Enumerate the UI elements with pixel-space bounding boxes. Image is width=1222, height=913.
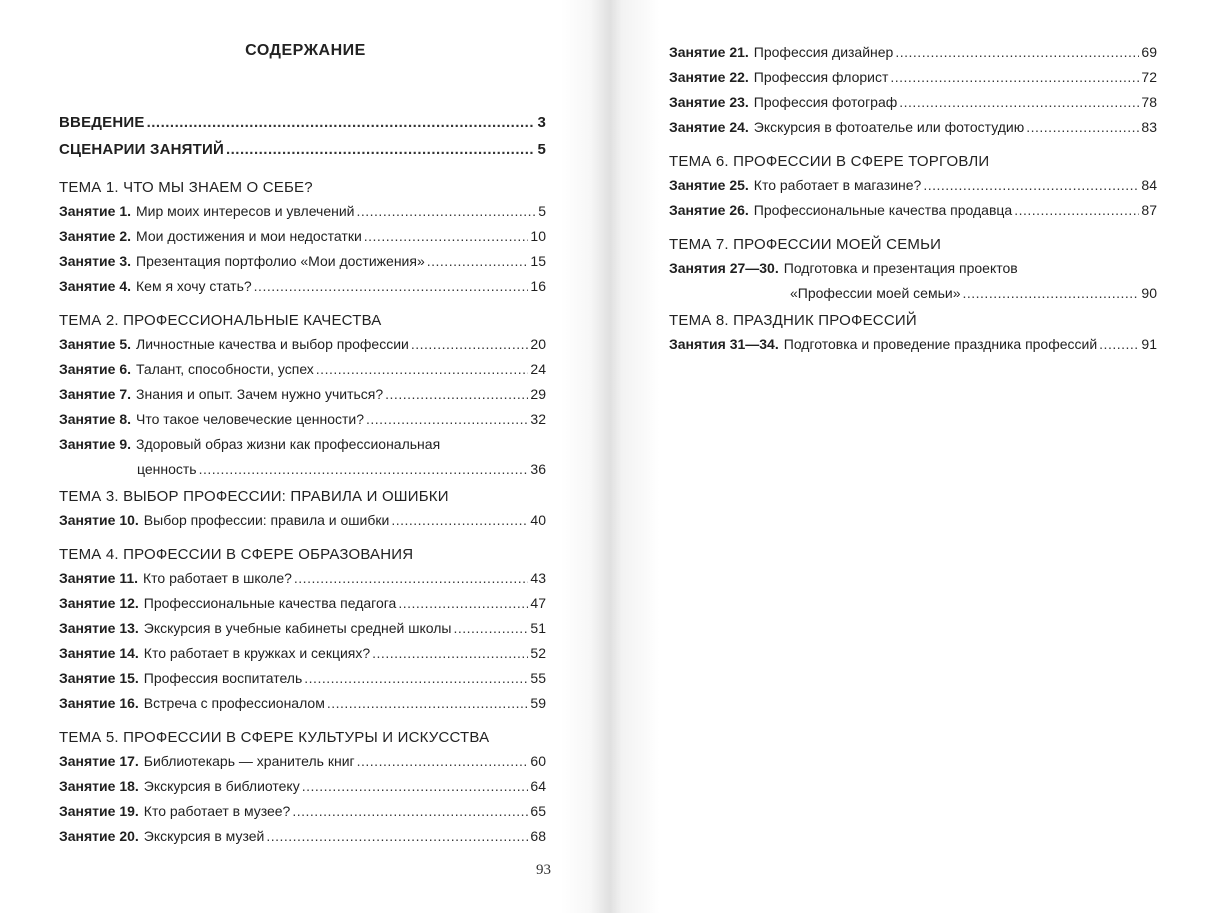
entry-label: Занятие 3.: [59, 253, 131, 269]
entry-label: Занятие 23.: [669, 94, 749, 110]
entry-title: Профессиональные качества продавца: [753, 202, 1013, 218]
entry-title: ВВЕДЕНИЕ: [59, 114, 145, 131]
toc-entry[interactable]: [59, 202, 546, 227]
entry-title: Презентация портфолио «Мои достижения»: [136, 253, 425, 269]
dot-leader: [427, 252, 529, 270]
toc-entry[interactable]: [669, 118, 1157, 143]
entry-page: 52: [530, 645, 546, 661]
toc-entry[interactable]: [59, 360, 546, 385]
entry-title-continued: «Профессии моей семьи»: [790, 285, 961, 301]
dot-leader: [899, 93, 1139, 111]
entry-title: Встреча с профессионалом: [143, 695, 325, 711]
entry-page: 78: [1141, 94, 1157, 110]
dot-leader: [890, 68, 1139, 86]
entry-label: Занятие 18.: [59, 778, 139, 794]
entry-label: Занятие 16.: [59, 695, 139, 711]
page-number: 93: [536, 862, 551, 878]
toc-entry[interactable]: [669, 335, 1157, 360]
dot-leader: [366, 410, 528, 428]
entry-page: 43: [530, 570, 546, 586]
entry-label: Занятие 2.: [59, 228, 131, 244]
dot-leader: [1099, 335, 1139, 353]
entry-title-continued: ценность: [137, 461, 197, 477]
entry-page: 32: [530, 411, 546, 427]
theme-heading: ТЕМА 4. ПРОФЕССИИ В СФЕРЕ ОБРАЗОВАНИЯ: [59, 546, 414, 563]
theme-heading: ТЕМА 7. ПРОФЕССИИ МОЕЙ СЕМЬИ: [669, 236, 942, 253]
entry-title: Экскурсия в музей: [143, 828, 265, 844]
entry-title: Профессия фотограф: [753, 94, 898, 110]
entry-label: Занятие 26.: [669, 202, 749, 218]
entry-title: Библиотекарь — хранитель книг: [143, 753, 355, 769]
entry-page: 64: [530, 778, 546, 794]
theme-heading: ТЕМА 2. ПРОФЕССИОНАЛЬНЫЕ КАЧЕСТВА: [59, 312, 382, 329]
entry-title: Экскурсия в учебные кабинеты средней школы: [143, 620, 452, 636]
entry-page: 29: [530, 386, 546, 402]
entry-page: 10: [530, 228, 546, 244]
dot-leader: [292, 802, 528, 820]
entry-label: Занятие 12.: [59, 595, 139, 611]
toc-right-column: [669, 43, 1157, 360]
entry-page: 55: [530, 670, 546, 686]
entry-title: Кто работает в магазине?: [753, 177, 922, 193]
toc-entry[interactable]: [59, 644, 546, 669]
entry-page: 15: [530, 253, 546, 269]
entry-label: Занятие 11.: [59, 570, 139, 586]
toc-entry[interactable]: [59, 410, 546, 435]
entry-page: 69: [1141, 44, 1157, 60]
entry-title: Подготовка и проведение праздника профессий: [783, 336, 1098, 352]
toc-entry[interactable]: [669, 176, 1157, 201]
toc-entry[interactable]: [59, 277, 546, 302]
toc-entry[interactable]: [669, 93, 1157, 118]
entry-page: 65: [530, 803, 546, 819]
entry-label: Занятие 24.: [669, 119, 749, 135]
entry-title: Подготовка и презентация проектов: [783, 260, 1018, 276]
entry-page: 16: [530, 278, 546, 294]
entry-page: 20: [530, 336, 546, 352]
entry-page: 72: [1141, 69, 1157, 85]
toc-entry[interactable]: [669, 201, 1157, 226]
entry-page: 24: [530, 361, 546, 377]
toc-left-column: [59, 114, 546, 852]
dot-leader: [226, 141, 535, 159]
entry-page: 60: [530, 753, 546, 769]
entry-page: 36: [530, 461, 546, 477]
toc-title: СОДЕРЖАНИЕ: [245, 42, 366, 59]
dot-leader: [411, 335, 529, 353]
entry-label: Занятие 21.: [669, 44, 749, 60]
entry-page: 83: [1141, 119, 1157, 135]
entry-label: Занятие 20.: [59, 828, 139, 844]
toc-entry[interactable]: [59, 752, 546, 777]
entry-label: Занятие 14.: [59, 645, 139, 661]
toc-entry[interactable]: [59, 227, 546, 252]
entry-label: Занятие 9.: [59, 436, 131, 452]
toc-entry[interactable]: [59, 669, 546, 694]
dot-leader: [398, 594, 528, 612]
toc-entry[interactable]: [59, 569, 546, 594]
entry-label: Занятие 4.: [59, 278, 131, 294]
entry-label: Занятия 31—34.: [669, 336, 779, 352]
entry-page: 87: [1141, 202, 1157, 218]
dot-leader: [357, 752, 529, 770]
entry-page: 3: [537, 114, 546, 131]
entry-title: Знания и опыт. Зачем нужно учиться?: [136, 386, 384, 402]
entry-title: Профессия воспитатель: [143, 670, 303, 686]
entry-title: Что такое человеческие ценности?: [136, 411, 364, 427]
toc-entry[interactable]: [59, 827, 546, 852]
dot-leader: [304, 669, 528, 687]
entry-title: Профессия дизайнер: [753, 44, 894, 60]
entry-page: 5: [538, 203, 546, 219]
dot-leader: [147, 114, 536, 132]
dot-leader: [895, 43, 1139, 61]
dot-leader: [372, 644, 528, 662]
dot-leader: [356, 202, 536, 220]
entry-title: Профессиональные качества педагога: [143, 595, 397, 611]
dot-leader: [453, 619, 528, 637]
entry-page: 5: [537, 141, 546, 158]
dot-leader: [266, 827, 528, 845]
entry-page: 51: [530, 620, 546, 636]
entry-label: Занятие 25.: [669, 177, 749, 193]
theme-heading: ТЕМА 1. ЧТО МЫ ЗНАЕМ О СЕБЕ?: [59, 179, 313, 196]
toc-entry[interactable]: [59, 619, 546, 644]
entry-title: Талант, способности, успех: [136, 361, 314, 377]
dot-leader: [199, 460, 529, 478]
dot-leader: [385, 385, 528, 403]
toc-entry[interactable]: [669, 68, 1157, 93]
entry-label: Занятие 17.: [59, 753, 139, 769]
dot-leader: [364, 227, 529, 245]
entry-title: Экскурсия в фотоателье или фотостудию: [753, 119, 1025, 135]
toc-entry-scenarios[interactable]: [59, 141, 546, 168]
toc-entry[interactable]: [59, 511, 546, 536]
dot-leader: [294, 569, 529, 587]
entry-page: 68: [530, 828, 546, 844]
entry-title: Мои достижения и мои недостатки: [136, 228, 362, 244]
dot-leader: [316, 360, 529, 378]
entry-page: 47: [530, 595, 546, 611]
entry-title: Личностные качества и выбор профессии: [136, 336, 409, 352]
entry-page: 91: [1141, 336, 1157, 352]
toc-entry[interactable]: [669, 43, 1157, 68]
dot-leader: [254, 277, 529, 295]
right-page: [611, 0, 1222, 913]
entry-label: Занятие 22.: [669, 69, 749, 85]
dot-leader: [923, 176, 1139, 194]
entry-title: Кто работает в музее?: [143, 803, 291, 819]
entry-page: 40: [530, 512, 546, 528]
toc-entry[interactable]: [59, 802, 546, 827]
entry-label: Занятия 27—30.: [669, 260, 779, 276]
entry-label: Занятие 15.: [59, 670, 139, 686]
toc-entry[interactable]: [59, 594, 546, 619]
theme-heading: ТЕМА 3. ВЫБОР ПРОФЕССИИ: ПРАВИЛА И ОШИБКИ: [59, 488, 449, 505]
entry-title: Экскурсия в библиотеку: [143, 778, 300, 794]
entry-label: Занятие 6.: [59, 361, 131, 377]
dot-leader: [962, 284, 1139, 302]
entry-label: Занятие 5.: [59, 336, 131, 352]
entry-title: Выбор профессии: правила и ошибки: [143, 512, 390, 528]
entry-page: 59: [530, 695, 546, 711]
entry-title: Кто работает в школе?: [143, 570, 292, 586]
entry-title: Кто работает в кружках и секциях?: [143, 645, 371, 661]
toc-entry[interactable]: [59, 694, 546, 719]
entry-label: Занятие 19.: [59, 803, 139, 819]
dot-leader: [327, 694, 529, 712]
entry-title: СЦЕНАРИИ ЗАНЯТИЙ: [59, 141, 224, 158]
toc-entry[interactable]: [59, 252, 546, 277]
toc-entry[interactable]: [59, 385, 546, 410]
toc-entry[interactable]: [59, 777, 546, 802]
entry-label: Занятие 13.: [59, 620, 139, 636]
dot-leader: [391, 511, 528, 529]
toc-entry[interactable]: [669, 259, 1157, 302]
theme-heading: ТЕМА 5. ПРОФЕССИИ В СФЕРЕ КУЛЬТУРЫ И ИСКУССТВА: [59, 729, 490, 746]
entry-title: Мир моих интересов и увлечений: [136, 203, 355, 219]
theme-heading: ТЕМА 8. ПРАЗДНИК ПРОФЕССИЙ: [669, 312, 917, 329]
dot-leader: [1014, 201, 1139, 219]
dot-leader: [302, 777, 529, 795]
entry-page: 90: [1141, 285, 1157, 301]
entry-label: Занятие 1.: [59, 203, 131, 219]
toc-entry[interactable]: [59, 335, 546, 360]
entry-label: Занятие 7.: [59, 386, 131, 402]
entry-title: Кем я хочу стать?: [136, 278, 252, 294]
entry-label: Занятие 8.: [59, 411, 131, 427]
toc-entry-introduction[interactable]: [59, 114, 546, 141]
toc-entry[interactable]: [59, 435, 546, 478]
entry-title: Здоровый образ жизни как профессиональная: [136, 436, 441, 452]
dot-leader: [1026, 118, 1139, 136]
entry-title: Профессия флорист: [753, 69, 889, 85]
entry-label: Занятие 10.: [59, 512, 139, 528]
theme-heading: ТЕМА 6. ПРОФЕССИИ В СФЕРЕ ТОРГОВЛИ: [669, 153, 990, 170]
entry-page: 84: [1141, 177, 1157, 193]
